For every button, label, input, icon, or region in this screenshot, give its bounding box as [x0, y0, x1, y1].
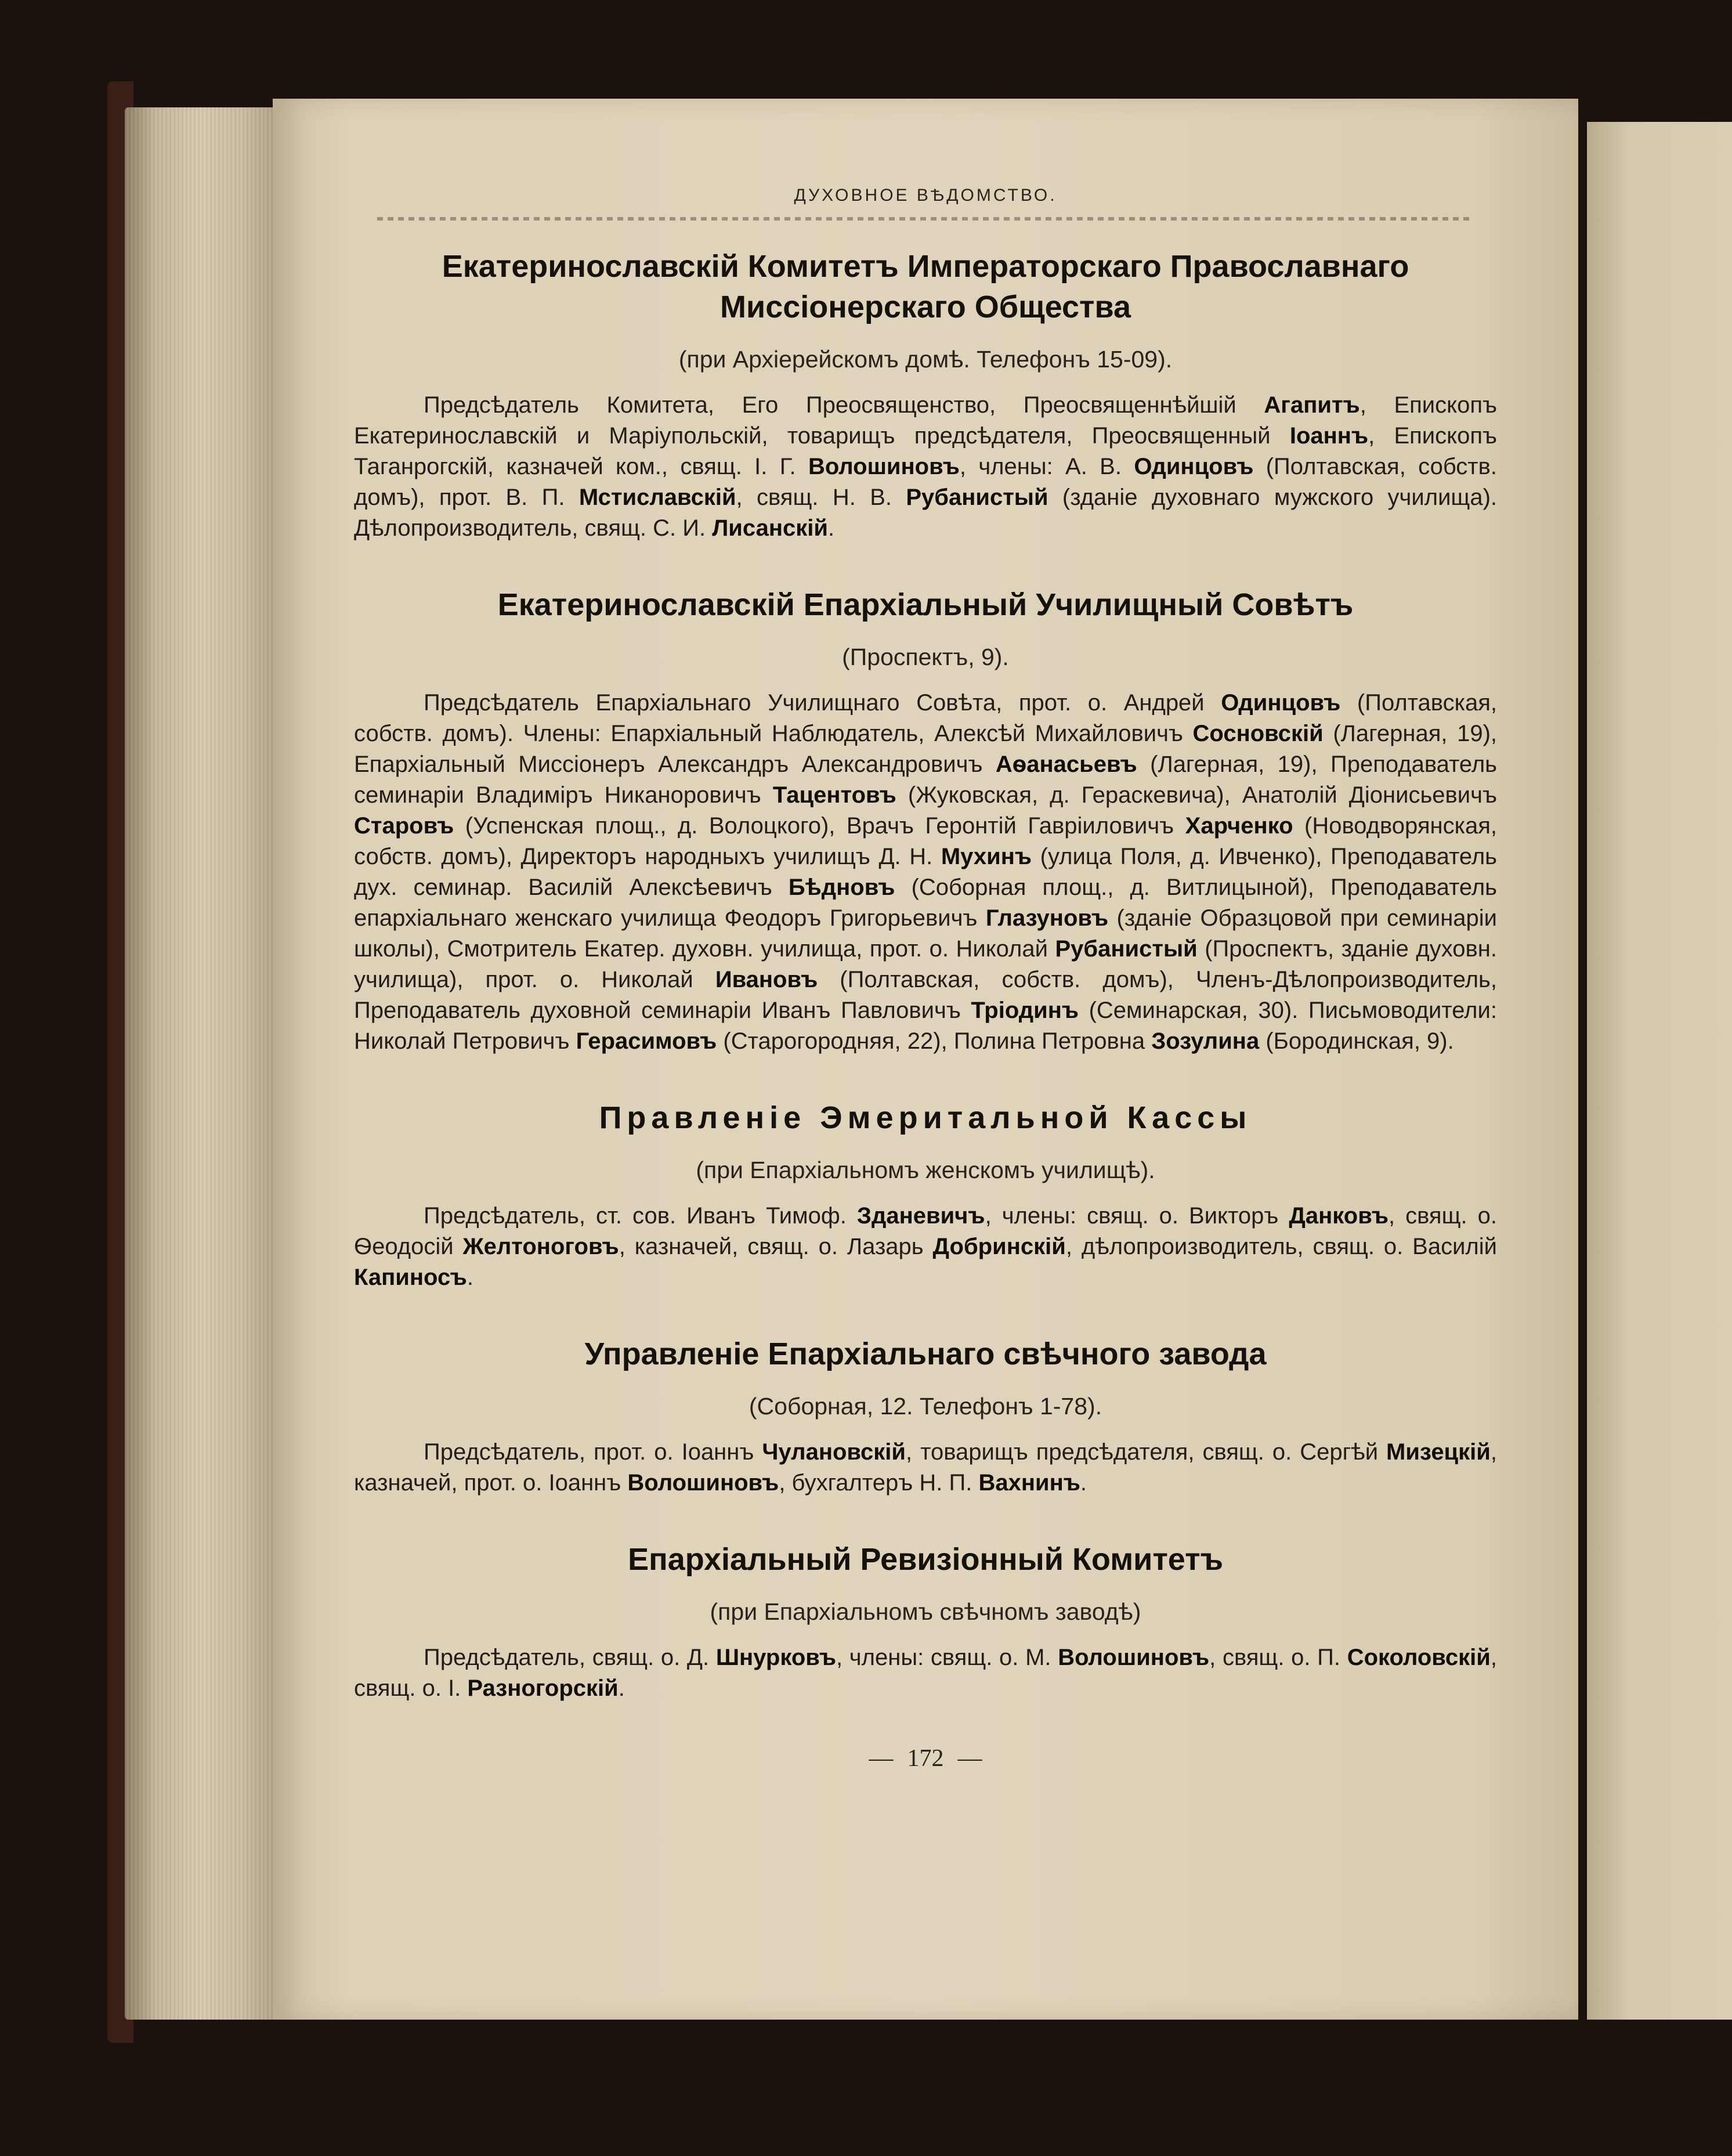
body-fragment: (зданіе Образцовой при семинаріи школы), Смотритель Екатер. духовн. училища, прот. о. Николай: [354, 905, 1498, 962]
body-fragment: (Семинарская, 30). Письмоводители: Николай Петровичъ: [354, 998, 1497, 1054]
section-title: Епархіальный Ревизіонный Комитетъ: [628, 1542, 1223, 1577]
section-1: [354, 246, 1497, 544]
page-number: [354, 1745, 1497, 1772]
person-name: Чулановскій: [762, 1439, 906, 1465]
person-name: Мухинъ: [941, 844, 1032, 869]
section-title: Екатеринославскій Епархіальный Училищный Совѣтъ: [497, 587, 1354, 622]
section-body: [354, 390, 1497, 544]
section-subtitle: (Проспектъ, 9).: [842, 644, 1009, 670]
page-number-value: 172: [907, 1745, 944, 1772]
person-name: Волошиновъ: [1058, 1645, 1210, 1670]
person-name: Зданевичъ: [856, 1203, 985, 1229]
person-name: Агапитъ: [1264, 392, 1360, 418]
section-2: [354, 584, 1497, 1057]
person-name: Шнурковъ: [715, 1645, 836, 1670]
person-name: Зозулина: [1151, 1028, 1260, 1054]
facing-page-edge: [1587, 122, 1732, 2020]
body-fragment: (Бородинская, 9).: [1259, 1028, 1454, 1054]
section-subtitle: (при Епархіальномъ женскомъ училищѣ).: [696, 1157, 1155, 1183]
person-name: Разногорскій: [467, 1675, 619, 1701]
person-name: Іоаннъ: [1289, 423, 1369, 449]
section-subtitle: (Соборная, 12. Телефонъ 1-78).: [749, 1393, 1102, 1420]
body-fragment: Предсѣдатель Комитета, Его Преосвященство, Преосвященнѣйшій: [424, 392, 1264, 418]
section-body: [354, 1642, 1497, 1704]
body-fragment: , бухгалтеръ Н. П.: [779, 1470, 979, 1496]
body-fragment: (улица Поля, д. Ивченко), Преподаватель дух. семинар. Василій Алексѣевичъ: [354, 844, 1498, 900]
person-name: Герасимовъ: [576, 1028, 717, 1054]
person-name: Глазуновъ: [985, 905, 1109, 931]
section-title: Управленіе Епархіальнаго свѣчного завода: [584, 1337, 1267, 1371]
person-name: Данковъ: [1289, 1203, 1389, 1229]
body-fragment: .: [1080, 1470, 1087, 1496]
book-page: [273, 99, 1578, 2020]
person-name: Желтоноговъ: [462, 1234, 619, 1259]
body-fragment: , казначей, свящ. о. Лазарь: [619, 1234, 933, 1259]
person-name: Ивановъ: [715, 967, 818, 992]
person-name: Одинцовъ: [1221, 690, 1341, 716]
body-fragment: Предсѣдатель, прот. о. Іоаннъ: [424, 1439, 762, 1465]
person-name: Мстиславскій: [578, 485, 736, 510]
body-fragment: , товарищъ предсѣдателя, свящ. о. Сергѣй: [905, 1439, 1387, 1465]
person-name: Тацентовъ: [772, 782, 896, 808]
body-fragment: , члены: свящ. о. М.: [836, 1645, 1058, 1670]
person-name: Волошиновъ: [627, 1470, 779, 1496]
section-body: [354, 1201, 1497, 1293]
page-number-dash-left: —: [869, 1745, 894, 1772]
body-fragment: (Лагерная, 19), Преподаватель семинаріи Владиміръ Никаноровичъ: [354, 752, 1498, 808]
body-fragment: (Проспектъ, зданіе духовн. училища), прот. о. Николай: [354, 936, 1497, 992]
section-4: [354, 1334, 1497, 1498]
body-fragment: (Соборная площ., д. Витлицыной), Преподаватель епархіальнаго женскаго училища Феодоръ Григорьевичъ: [354, 875, 1497, 931]
body-fragment: .: [827, 515, 835, 541]
section-title: Екатеринославскій Комитетъ Императорскаго Православнаго Миссіонерскаго Общества: [442, 249, 1409, 324]
person-name: Рубанистый: [906, 485, 1048, 510]
section-3: [354, 1097, 1497, 1293]
body-fragment: (Жуковская, д. Гераскевича), Анатолій Діонисьевичъ: [896, 782, 1497, 808]
person-name: Аѳанасьевъ: [995, 752, 1137, 777]
person-name: Волошиновъ: [808, 454, 960, 479]
body-fragment: Предсѣдатель Епархіальнаго Училищнаго Совѣта, прот. о. Андрей: [424, 690, 1221, 716]
section-subtitle: (при Епархіальномъ свѣчномъ заводѣ): [710, 1598, 1141, 1625]
person-name: Добринскій: [932, 1234, 1066, 1259]
body-fragment: , Епископъ Таганрогскій, казначей ком., свящ. І. Г.: [354, 423, 1498, 479]
body-fragment: , свящ. Н. В.: [736, 485, 906, 510]
body-fragment: Предсѣдатель, ст. сов. Иванъ Тимоф.: [424, 1203, 857, 1229]
body-fragment: (Новодворянская, собств. домъ), Директоръ народныхъ училищъ Д. Н.: [354, 813, 1497, 869]
body-fragment: , члены: А. В.: [959, 454, 1134, 479]
body-fragment: (Успенская площ., д. Волоцкого), Врачъ Геронтій Гавріиловичъ: [454, 813, 1185, 839]
body-fragment: Предсѣдатель, свящ. о. Д.: [424, 1645, 716, 1670]
page-content: [354, 186, 1497, 1772]
person-name: Вахнинъ: [978, 1470, 1080, 1496]
person-name: Тріодинъ: [971, 998, 1079, 1023]
body-fragment: (Старогородняя, 22), Полина Петровна: [717, 1028, 1152, 1054]
section-title: Правленіе Эмеритальной Кассы: [599, 1100, 1252, 1135]
sections-container: [354, 246, 1497, 1704]
page-number-dash-right: —: [957, 1745, 982, 1772]
person-name: Одинцовъ: [1134, 454, 1254, 479]
body-fragment: .: [618, 1675, 625, 1701]
body-fragment: (Полтавская, собств. домъ), Членъ-Дѣлопроизводитель, Преподаватель духовной семинаріи Иванъ Павловичъ: [354, 967, 1497, 1023]
running-head: ДУХОВНОЕ ВѢДОМСТВО.: [794, 186, 1057, 205]
body-fragment: , дѣлопроизводитель, свящ. о. Василій: [1065, 1234, 1498, 1259]
running-head-rule: [377, 217, 1474, 221]
person-name: Мизецкій: [1386, 1439, 1491, 1465]
person-name: Капиносъ: [354, 1265, 467, 1290]
person-name: Лисанскій: [712, 515, 828, 541]
body-fragment: , члены: свящ. о. Викторъ: [985, 1203, 1289, 1229]
body-fragment: , казначей, прот. о. Іоаннъ: [354, 1439, 1497, 1496]
body-fragment: , свящ. о. П.: [1209, 1645, 1347, 1670]
person-name: Старовъ: [354, 813, 454, 839]
body-fragment: , свящ. о. Ѳеодосій: [354, 1203, 1497, 1259]
person-name: Сосновскій: [1192, 721, 1324, 746]
body-fragment: (зданіе духовнаго мужского училища). Дѣлопроизводитель, свящ. С. И.: [354, 485, 1497, 541]
section-subtitle: (при Архіерейскомъ домѣ. Телефонъ 15-09).: [678, 346, 1173, 373]
section-body: [354, 688, 1497, 1057]
person-name: Соколовскій: [1347, 1645, 1491, 1670]
body-fragment: (Полтавская, собств. домъ). Члены: Епархіальный Наблюдатель, Алексѣй Михайловичъ: [354, 690, 1497, 746]
person-name: Бѣдновъ: [788, 875, 895, 900]
person-name: Харченко: [1185, 813, 1293, 839]
section-body: [354, 1437, 1497, 1498]
body-fragment: (Полтавская, собств. домъ), прот. В. П.: [354, 454, 1497, 510]
book-page-edges: [125, 107, 276, 2020]
body-fragment: (Лагерная, 19), Епархіальный Миссіонеръ Александръ Александровичъ: [354, 721, 1498, 777]
person-name: Рубанистый: [1055, 936, 1198, 962]
body-fragment: , свящ. о. І.: [354, 1645, 1497, 1701]
body-fragment: , Епископъ Екатеринославскій и Маріупольскій, товарищъ предсѣдателя, Преосвященный: [354, 392, 1497, 449]
section-5: [354, 1539, 1497, 1704]
body-fragment: .: [467, 1265, 473, 1290]
